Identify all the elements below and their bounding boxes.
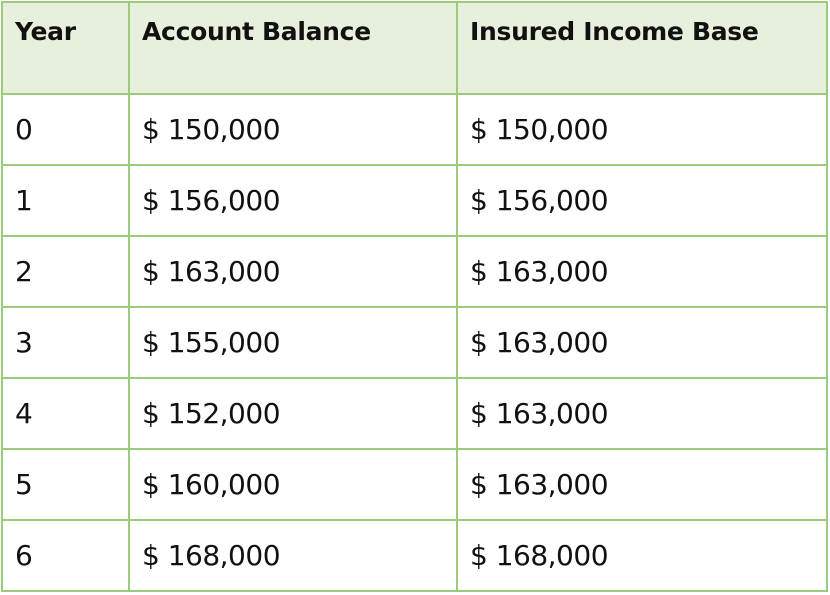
header-insured-income-base: Insured Income Base xyxy=(457,2,827,94)
income-base-table xyxy=(1,1,828,592)
cell-year: 0 xyxy=(2,94,129,165)
table-row xyxy=(2,307,827,378)
header-year: Year xyxy=(2,2,129,94)
cell-insured-income-base: $ 163,000 xyxy=(457,307,827,378)
cell-account-balance: $ 156,000 xyxy=(129,165,457,236)
cell-year: 5 xyxy=(2,449,129,520)
cell-account-balance: $ 155,000 xyxy=(129,307,457,378)
cell-account-balance: $ 150,000 xyxy=(129,94,457,165)
cell-account-balance: $ 168,000 xyxy=(129,520,457,591)
cell-insured-income-base: $ 163,000 xyxy=(457,449,827,520)
cell-year: 4 xyxy=(2,378,129,449)
cell-year: 3 xyxy=(2,307,129,378)
table-row xyxy=(2,449,827,520)
table-row xyxy=(2,165,827,236)
cell-year: 2 xyxy=(2,236,129,307)
cell-year: 1 xyxy=(2,165,129,236)
table-row xyxy=(2,236,827,307)
table-row xyxy=(2,520,827,591)
cell-account-balance: $ 152,000 xyxy=(129,378,457,449)
cell-insured-income-base: $ 163,000 xyxy=(457,236,827,307)
cell-account-balance: $ 160,000 xyxy=(129,449,457,520)
cell-year: 6 xyxy=(2,520,129,591)
table-header-row xyxy=(2,2,827,94)
cell-insured-income-base: $ 163,000 xyxy=(457,378,827,449)
cell-insured-income-base: $ 156,000 xyxy=(457,165,827,236)
table-row xyxy=(2,94,827,165)
table-row xyxy=(2,378,827,449)
cell-account-balance: $ 163,000 xyxy=(129,236,457,307)
cell-insured-income-base: $ 150,000 xyxy=(457,94,827,165)
header-account-balance: Account Balance xyxy=(129,2,457,94)
cell-insured-income-base: $ 168,000 xyxy=(457,520,827,591)
